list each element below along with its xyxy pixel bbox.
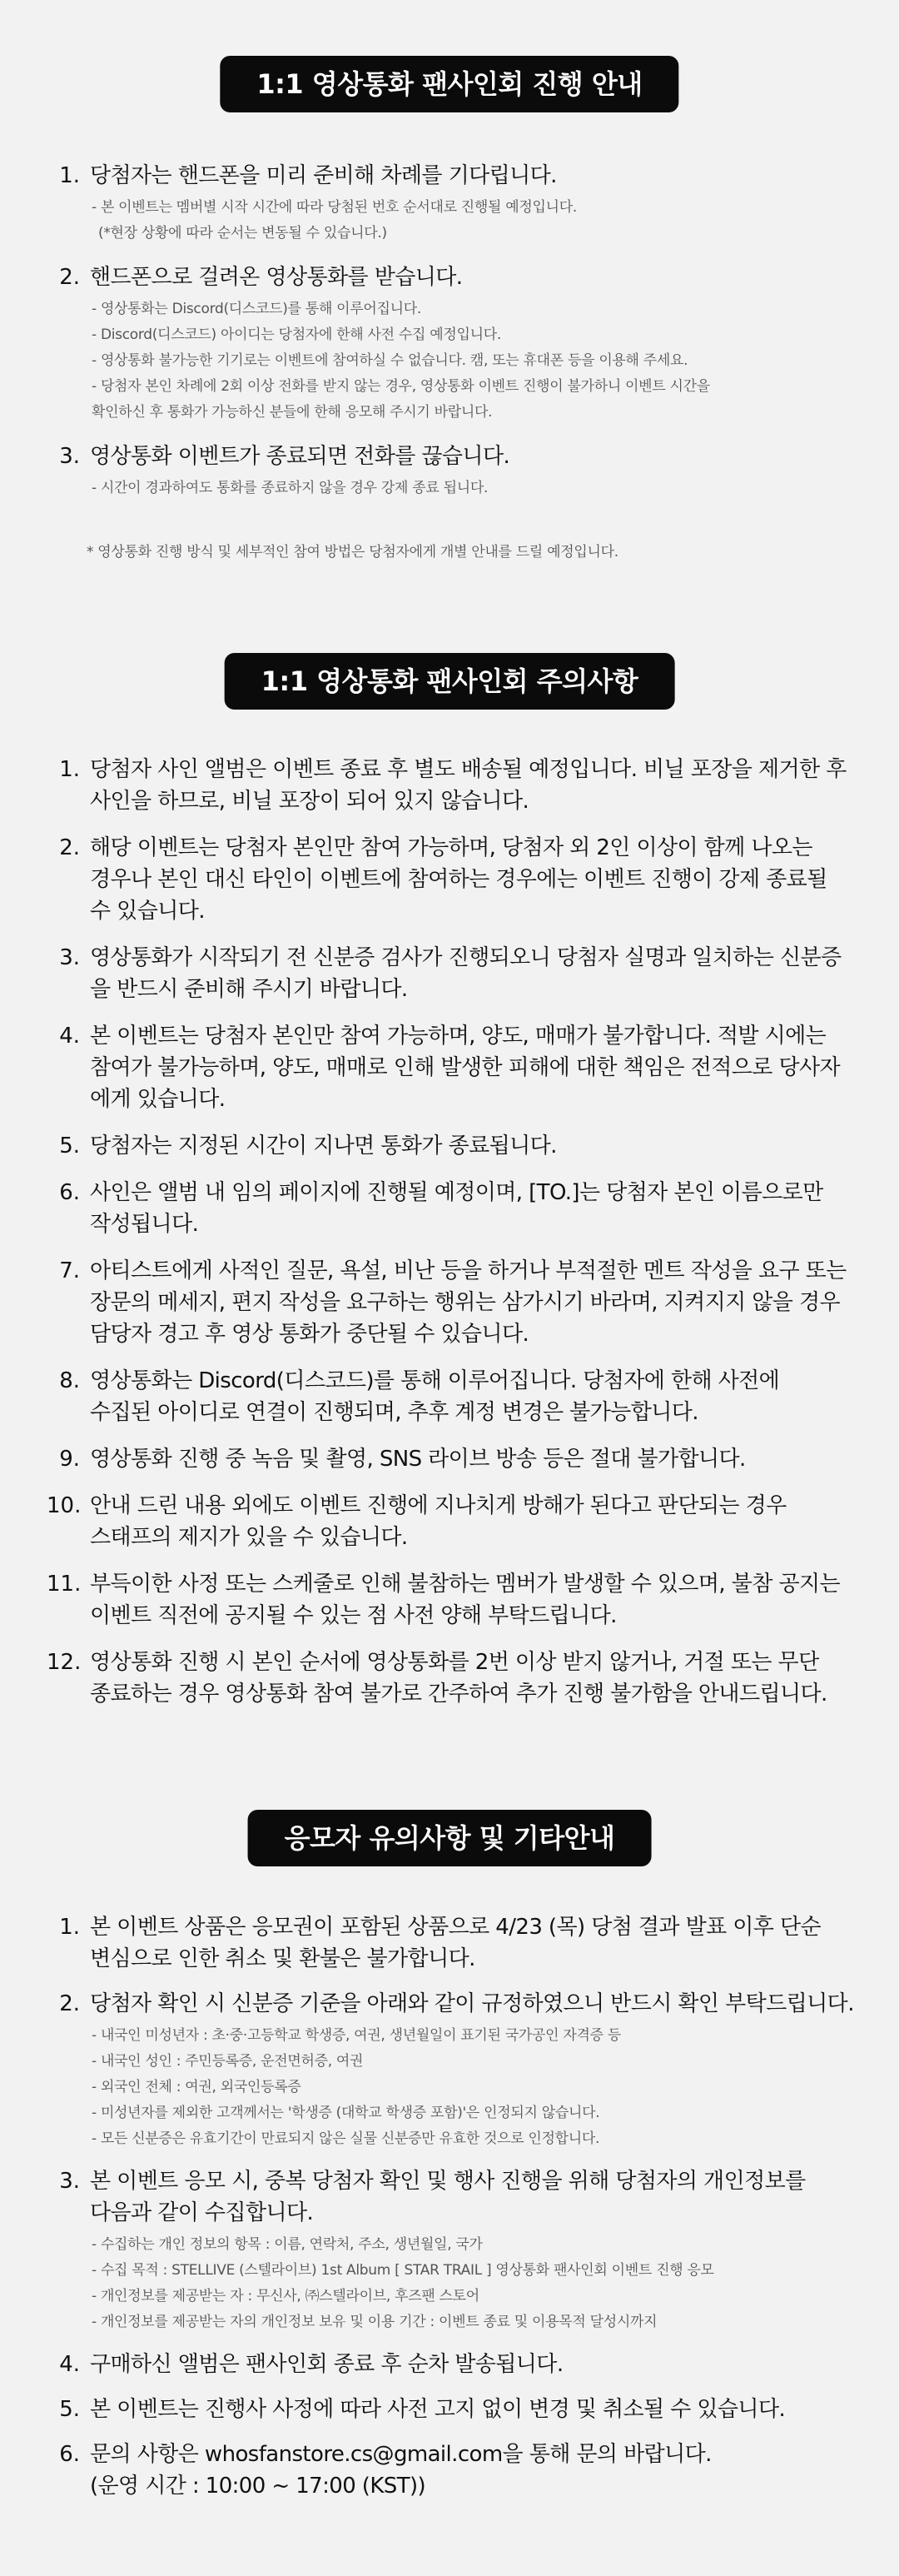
item-line: 구매하신 앨범은 팬사인회 종료 후 순차 발송됩니다. bbox=[90, 2352, 564, 2377]
item-number: 5. bbox=[59, 2397, 80, 2422]
item-line: 스태프의 제지가 있을 수 있습니다. bbox=[90, 1525, 408, 1550]
item-line: 에게 있습니다. bbox=[90, 1087, 226, 1112]
item-detail: - 당첨자 본인 차례에 2회 이상 전화를 받지 않는 경우, 영상통화 이벤트 진행이 불가하니 이벤트 시간을 bbox=[92, 378, 710, 395]
item-number: 3. bbox=[59, 444, 80, 469]
item-line: 작성됩니다. bbox=[90, 1212, 199, 1237]
item-details bbox=[90, 296, 866, 426]
item-line: 본 이벤트 상품은 응모권이 포함된 상품으로 4/23 (목) 당첨 결과 발표 이후 단순 bbox=[90, 1915, 822, 1940]
item-line: 영상통화는 Discord(디스코드)를 통해 이루어집니다. 당첨자에 한해 사전에 bbox=[90, 1368, 780, 1393]
item-number: 2. bbox=[59, 1991, 80, 2016]
list-item bbox=[47, 1177, 866, 1240]
list-item bbox=[47, 1911, 866, 1975]
list-item bbox=[47, 1020, 866, 1115]
list-item bbox=[47, 441, 866, 501]
item-line: 참여가 불가능하며, 양도, 매매로 인해 발생한 피해에 대한 책임은 전적으로 당사자 bbox=[90, 1055, 841, 1080]
section-title: 1:1 영상통화 팬사인회 진행 안내 bbox=[220, 56, 678, 112]
item-number: 1. bbox=[59, 757, 80, 782]
cautions-list bbox=[47, 754, 866, 1710]
list-item bbox=[47, 1130, 866, 1162]
list-item bbox=[47, 1255, 866, 1350]
item-line: (운영 시간 : 10:00 ~ 17:00 (KST)) bbox=[90, 2474, 426, 2499]
item-details bbox=[90, 2232, 866, 2335]
list-item bbox=[47, 160, 866, 247]
list-item bbox=[47, 2394, 866, 2425]
item-line: 담당자 경고 후 영상 통화가 중단될 수 있습니다. bbox=[90, 1322, 529, 1347]
item-text: 영상통화 이벤트가 종료되면 전화를 끊습니다. bbox=[90, 444, 510, 469]
item-details bbox=[90, 195, 866, 247]
item-line: 종료하는 경우 영상통화 참여 불가로 간주하여 추가 진행 불가함을 안내드립니다. bbox=[90, 1682, 827, 1707]
list-item bbox=[47, 2439, 866, 2502]
item-detail: - 내국인 미성년자 : 초·중·고등학교 학생증, 여권, 생년월일이 표기된 국가공인 자격증 등 bbox=[92, 2027, 621, 2044]
item-line: 안내 드린 내용 외에도 이벤트 진행에 지나치게 방해가 된다고 판단되는 경우 bbox=[90, 1493, 787, 1518]
item-line: 을 반드시 준비해 주시기 바랍니다. bbox=[90, 977, 408, 1002]
item-line: 변심으로 인한 취소 및 환불은 불가합니다. bbox=[90, 1946, 475, 1971]
item-number: 1. bbox=[59, 163, 80, 188]
item-number: 3. bbox=[59, 2169, 80, 2194]
item-line: 본 이벤트 응모 시, 중복 당첨자 확인 및 행사 진행을 위해 당첨자의 개인정보를 bbox=[90, 2169, 806, 2194]
item-line: 당첨자는 지정된 시간이 지나면 통화가 종료됩니다. bbox=[90, 1134, 557, 1158]
item-line: 당첨자 확인 시 신분증 기준을 아래와 같이 규정하였으니 반드시 확인 부탁드립니다. bbox=[90, 1991, 854, 2016]
list-item bbox=[47, 832, 866, 927]
list-item bbox=[47, 1443, 866, 1475]
item-detail: - 개인정보를 제공받는 자의 개인정보 보유 및 이용 기간 : 이벤트 종료 및 이용목적 달성시까지 bbox=[92, 2314, 658, 2330]
item-detail: - 외국인 전체 : 여권, 외국인등록증 bbox=[92, 2079, 301, 2095]
list-item bbox=[47, 1365, 866, 1428]
item-line: 문의 사항은 whosfanstore.cs@gmail.com을 통해 문의 바랍니다. bbox=[90, 2442, 712, 2467]
applicant-notes-list bbox=[47, 1911, 866, 2502]
item-detail: - Discord(디스코드) 아이디는 당첨자에 한해 사전 수집 예정입니다. bbox=[92, 326, 501, 343]
item-line: 부득이한 사정 또는 스케줄로 인해 불참하는 멤버가 발생할 수 있으며, 불참 공지는 bbox=[90, 1572, 841, 1597]
item-number: 3. bbox=[59, 945, 80, 970]
progress-list bbox=[47, 160, 866, 501]
item-detail: - 시간이 경과하여도 통화를 종료하지 않을 경우 강제 종료 됩니다. bbox=[92, 480, 489, 496]
item-line: 해당 이벤트는 당첨자 본인만 참여 가능하며, 당첨자 외 2인 이상이 함께 나오는 bbox=[90, 835, 812, 860]
item-number: 1. bbox=[59, 1915, 80, 1940]
item-line: 영상통화 진행 중 녹음 및 촬영, SNS 라이브 방송 등은 절대 불가합니다. bbox=[90, 1447, 746, 1472]
item-number: 4. bbox=[59, 2352, 80, 2377]
item-line: 다음과 같이 수집합니다. bbox=[90, 2200, 314, 2225]
list-item bbox=[47, 1490, 866, 1553]
item-details bbox=[90, 2023, 866, 2152]
item-details bbox=[90, 476, 866, 501]
item-number: 7. bbox=[59, 1258, 80, 1283]
item-number: 4. bbox=[59, 1024, 80, 1049]
item-line: 이벤트 직전에 공지될 수 있는 점 사전 양해 부탁드립니다. bbox=[90, 1603, 617, 1628]
item-number: 6. bbox=[59, 1180, 80, 1205]
item-detail: - 영상통화 불가능한 기기로는 이벤트에 참여하실 수 없습니다. 캠, 또는 휴대폰 등을 이용해 주세요. bbox=[92, 352, 688, 369]
item-number: 8. bbox=[59, 1368, 80, 1393]
item-line: 장문의 메세지, 편지 작성을 요구하는 행위는 삼가시기 바라며, 지켜지지 않을 경우 bbox=[90, 1290, 841, 1315]
item-number: 6. bbox=[59, 2442, 80, 2467]
section-title: 응모자 유의사항 및 기타안내 bbox=[248, 1810, 652, 1866]
list-item bbox=[47, 2165, 866, 2335]
list-item bbox=[47, 1568, 866, 1632]
list-item bbox=[47, 262, 866, 426]
item-detail: - 내국인 성인 : 주민등록증, 운전면허증, 여권 bbox=[92, 2053, 364, 2070]
item-line: 사인은 앨범 내 임의 페이지에 진행될 예정이며, [TO.]는 당첨자 본인 이름으로만 bbox=[90, 1180, 823, 1205]
item-detail: - 미성년자를 제외한 고객께서는 '학생증 (대학교 학생증 포함)'은 인정되지 않습니다. bbox=[92, 2105, 600, 2121]
item-detail: - 영상통화는 Discord(디스코드)를 통해 이루어집니다. bbox=[92, 301, 422, 317]
item-number: 10. bbox=[47, 1493, 82, 1518]
item-detail: (*현장 상황에 따라 순서는 변동될 수 있습니다.) bbox=[98, 225, 387, 242]
item-number: 11. bbox=[47, 1572, 82, 1597]
item-line: 수집된 아이디로 연결이 진행되며, 추후 계정 변경은 불가능합니다. bbox=[90, 1400, 698, 1425]
item-number: 9. bbox=[59, 1447, 80, 1472]
item-text: 핸드폰으로 걸려온 영상통화를 받습니다. bbox=[90, 265, 463, 290]
list-item bbox=[47, 942, 866, 1005]
item-number: 2. bbox=[59, 265, 80, 290]
item-line: 본 이벤트는 당첨자 본인만 참여 가능하며, 양도, 매매가 불가합니다. 적발 시에는 bbox=[90, 1024, 827, 1049]
item-text: 당첨자는 핸드폰을 미리 준비해 차례를 기다립니다. bbox=[90, 163, 557, 188]
item-line: 아티스트에게 사적인 질문, 욕설, 비난 등을 하거나 부적절한 멘트 작성을 요구 또는 bbox=[90, 1258, 847, 1283]
item-line: 사인을 하므로, 비닐 포장이 되어 있지 않습니다. bbox=[90, 789, 529, 814]
item-detail: - 개인정보를 제공받는 자 : 무신사, ㈜스텔라이브, 후즈팬 스토어 bbox=[92, 2288, 479, 2304]
item-detail: - 수집하는 개인 정보의 항목 : 이름, 연락처, 주소, 생년월일, 국가 bbox=[92, 2236, 483, 2253]
item-detail: 확인하신 후 통화가 가능하신 분들에 한해 응모해 주시기 바랍니다. bbox=[92, 404, 493, 421]
item-detail: - 수집 목적 : STELLIVE (스텔라이브) 1st Album [ STAR TRAIL ] 영상통화 팬사인회 이벤트 진행 응모 bbox=[92, 2262, 714, 2279]
item-line: 본 이벤트는 진행사 사정에 따라 사전 고지 없이 변경 및 취소될 수 있습니다. bbox=[90, 2397, 786, 2422]
item-line: 경우나 본인 대신 타인이 이벤트에 참여하는 경우에는 이벤트 진행이 강제 종료될 bbox=[90, 867, 827, 892]
item-detail: - 본 이벤트는 멤버별 시작 시간에 따라 당첨된 번호 순서대로 진행될 예정입니다. bbox=[92, 199, 577, 216]
list-item bbox=[47, 1988, 866, 2152]
item-line: 영상통화 진행 시 본인 순서에 영상통화를 2번 이상 받지 않거나, 거절 또는 무단 bbox=[90, 1650, 819, 1675]
list-item bbox=[47, 754, 866, 817]
item-detail: - 모든 신분증은 유효기간이 만료되지 않은 실물 신분증만 유효한 것으로 인정합니다. bbox=[92, 2130, 600, 2147]
item-number: 2. bbox=[59, 835, 80, 860]
item-number: 12. bbox=[47, 1650, 82, 1675]
section-title: 1:1 영상통화 팬사인회 주의사항 bbox=[225, 653, 675, 710]
item-line: 수 있습니다. bbox=[90, 899, 205, 924]
list-item bbox=[47, 1647, 866, 1710]
item-number: 5. bbox=[59, 1134, 80, 1158]
list-item bbox=[47, 2349, 866, 2380]
item-line: 영상통화가 시작되기 전 신분증 검사가 진행되오니 당첨자 실명과 일치하는 신분증 bbox=[90, 945, 842, 970]
item-line: 당첨자 사인 앨범은 이벤트 종료 후 별도 배송될 예정입니다. 비닐 포장을 제거한 후 bbox=[90, 757, 847, 782]
footnote: * 영상통화 진행 방식 및 세부적인 참여 방법은 당첨자에게 개별 안내를 드릴 예정입니다. bbox=[87, 544, 618, 561]
